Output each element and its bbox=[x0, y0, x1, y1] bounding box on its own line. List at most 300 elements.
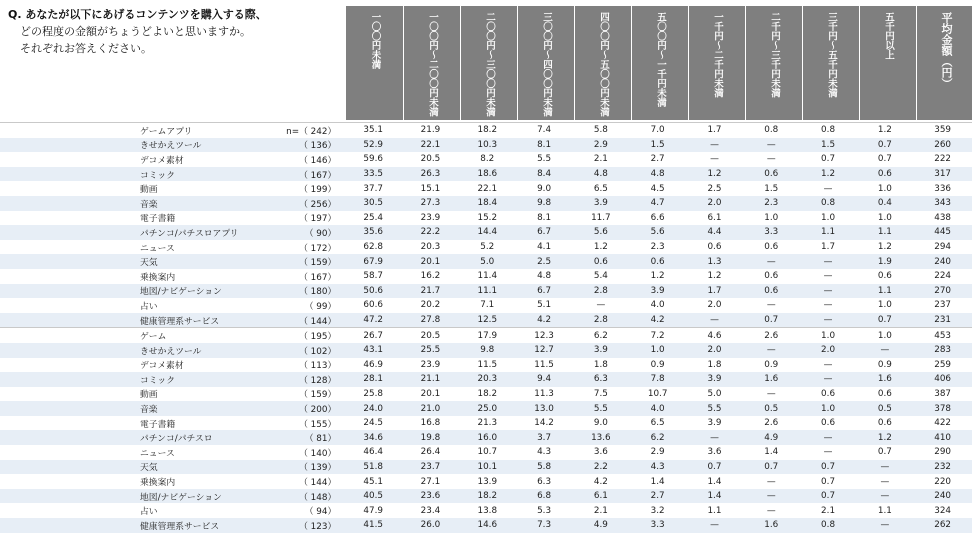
row-label: ニュース bbox=[140, 448, 175, 459]
column-header-label: 三千円〜五千円未満 bbox=[826, 12, 837, 98]
table-cell: 27.3 bbox=[420, 198, 441, 209]
table-row bbox=[0, 358, 972, 373]
table-cell: 16.8 bbox=[420, 418, 441, 429]
column-header-label: 二〇〇円〜三〇〇円未満 bbox=[484, 12, 495, 117]
table-cell: 1.8 bbox=[593, 359, 608, 370]
table-cell: 20.2 bbox=[420, 300, 441, 311]
table-cell: 336 bbox=[934, 183, 952, 194]
table-cell: 10.7 bbox=[477, 447, 498, 458]
table-cell: 11.1 bbox=[477, 285, 498, 296]
table-cell: 1.4 bbox=[650, 476, 665, 487]
table-cell: 13.0 bbox=[534, 403, 554, 414]
table-cell: 2.7 bbox=[650, 154, 665, 165]
row-label: デコメ素材 bbox=[140, 155, 184, 166]
table-cell: 1.1 bbox=[707, 505, 722, 516]
table-cell: 410 bbox=[934, 432, 952, 443]
table-row bbox=[0, 240, 972, 255]
table-cell: 13.9 bbox=[477, 476, 498, 487]
table-cell: 5.1 bbox=[537, 300, 552, 311]
column-header bbox=[460, 6, 517, 120]
table-cell: 22.1 bbox=[477, 183, 498, 194]
table-cell: 5.4 bbox=[593, 271, 608, 282]
table-cell: 24.0 bbox=[363, 403, 383, 414]
table-cell: 1.7 bbox=[707, 125, 722, 136]
table-cell: 47.2 bbox=[363, 315, 383, 326]
table-cell: 6.3 bbox=[593, 374, 608, 385]
table-row bbox=[0, 269, 972, 284]
table-cell: — bbox=[766, 388, 776, 399]
column-header bbox=[916, 6, 972, 120]
table-cell: 7.8 bbox=[650, 374, 665, 385]
table-cell: 0.7 bbox=[821, 461, 836, 472]
table-cell: 0.6 bbox=[821, 388, 836, 399]
table-row bbox=[0, 196, 972, 211]
column-header bbox=[802, 6, 859, 120]
table-cell: 7.4 bbox=[537, 125, 552, 136]
sample-size: （ 123） bbox=[299, 521, 337, 532]
table-cell: 0.6 bbox=[593, 256, 608, 267]
table-cell: 1.7 bbox=[821, 242, 836, 253]
table-cell: 7.1 bbox=[480, 300, 495, 311]
table-cell: 11.7 bbox=[591, 212, 611, 223]
table-cell: 25.5 bbox=[420, 345, 441, 356]
table-cell: 4.8 bbox=[650, 169, 665, 180]
table-cell: 58.7 bbox=[363, 271, 383, 282]
table-cell: 0.7 bbox=[877, 139, 892, 150]
table-row bbox=[0, 445, 972, 460]
table-cell: 25.4 bbox=[363, 212, 383, 223]
table-cell: 4.8 bbox=[537, 271, 552, 282]
table-cell: 5.8 bbox=[537, 461, 552, 472]
table-cell: 445 bbox=[934, 227, 952, 238]
table-cell: 2.9 bbox=[650, 447, 665, 458]
table-cell: 6.1 bbox=[707, 212, 722, 223]
table-cell: — bbox=[766, 256, 776, 267]
table-cell: 12.3 bbox=[534, 330, 554, 341]
table-cell: 1.2 bbox=[707, 271, 722, 282]
table-cell: 46.9 bbox=[363, 359, 383, 370]
table-row bbox=[0, 313, 972, 328]
table-cell: 20.3 bbox=[477, 374, 498, 385]
table-cell: 40.5 bbox=[363, 491, 383, 502]
sample-size: （ 195） bbox=[299, 332, 337, 343]
table-cell: 2.1 bbox=[593, 505, 608, 516]
column-header-label: 一千円〜二千円未満 bbox=[712, 12, 723, 98]
question-line-3: それぞれお答えください。 bbox=[20, 42, 152, 55]
table-cell: 9.4 bbox=[537, 374, 552, 385]
sample-size: （ 155） bbox=[299, 419, 337, 430]
table-cell: 4.8 bbox=[593, 169, 608, 180]
table-cell: 2.1 bbox=[593, 154, 608, 165]
table-header bbox=[345, 6, 972, 120]
table-cell: 2.9 bbox=[593, 139, 608, 150]
sample-size: （ 128） bbox=[299, 375, 337, 386]
row-label: 電子書籍 bbox=[140, 214, 176, 225]
table-cell: — bbox=[766, 505, 776, 516]
row-label: 電子書籍 bbox=[140, 419, 176, 430]
column-header bbox=[745, 6, 802, 120]
table-cell: 21.7 bbox=[420, 285, 441, 296]
table-cell: 0.7 bbox=[821, 154, 836, 165]
table-cell: 26.3 bbox=[420, 169, 441, 180]
table-cell: 14.2 bbox=[534, 418, 554, 429]
column-header bbox=[631, 6, 688, 120]
table-cell: 0.9 bbox=[650, 359, 665, 370]
sample-size: （ 167） bbox=[299, 272, 337, 283]
table-cell: 21.1 bbox=[420, 374, 441, 385]
table-cell: 2.0 bbox=[707, 300, 722, 311]
sample-size: （ 148） bbox=[299, 492, 337, 503]
table-cell: 4.3 bbox=[650, 461, 665, 472]
table-cell: 1.2 bbox=[877, 125, 892, 136]
table-cell: 6.7 bbox=[537, 227, 552, 238]
table-cell: 8.1 bbox=[537, 139, 552, 150]
table-cell: 0.9 bbox=[764, 359, 779, 370]
table-cell: 2.6 bbox=[764, 330, 779, 341]
table-cell: 20.5 bbox=[420, 154, 441, 165]
row-label: デコメ素材 bbox=[140, 361, 184, 372]
table-cell: 60.6 bbox=[363, 300, 383, 311]
table-row bbox=[0, 123, 972, 138]
table-cell: 26.0 bbox=[420, 520, 441, 531]
table-row bbox=[0, 138, 972, 153]
table-row bbox=[0, 372, 972, 387]
table-cell: 1.2 bbox=[593, 242, 608, 253]
row-label: 動画 bbox=[140, 185, 158, 196]
sample-size: （ 200） bbox=[299, 405, 337, 416]
table-cell: 0.8 bbox=[821, 125, 836, 136]
row-label: ニュース bbox=[140, 243, 175, 254]
table-cell: 3.9 bbox=[593, 198, 608, 209]
table-cell: 4.2 bbox=[537, 315, 552, 326]
table-row bbox=[0, 518, 972, 533]
table-row bbox=[0, 387, 972, 402]
table-row bbox=[0, 211, 972, 226]
table-cell: 5.6 bbox=[593, 227, 608, 238]
table-cell: — bbox=[710, 139, 719, 150]
sample-size: （ 146） bbox=[299, 155, 337, 166]
row-label: 占い bbox=[140, 301, 158, 312]
table-cell: 10.7 bbox=[647, 388, 668, 399]
table-cell: 27.8 bbox=[420, 315, 441, 326]
table-cell: 21.3 bbox=[477, 418, 498, 429]
row-label: きせかえツール bbox=[140, 141, 202, 152]
table-cell: 1.5 bbox=[764, 183, 779, 194]
table-group bbox=[0, 327, 972, 532]
table-cell: 2.8 bbox=[593, 285, 608, 296]
table-cell: 0.5 bbox=[877, 403, 892, 414]
sample-size: （ 159） bbox=[299, 258, 337, 269]
table-cell: 2.0 bbox=[707, 198, 722, 209]
table-row bbox=[0, 328, 972, 343]
sample-size: （ 99） bbox=[304, 301, 337, 312]
table-cell: 3.9 bbox=[707, 374, 722, 385]
table-cell: — bbox=[710, 315, 719, 326]
row-label: コミック bbox=[140, 375, 176, 386]
table-cell: 1.2 bbox=[707, 169, 722, 180]
table-cell: 4.6 bbox=[707, 330, 722, 341]
table-cell: 8.4 bbox=[537, 169, 552, 180]
table-cell: 1.2 bbox=[650, 271, 665, 282]
table-cell: 1.8 bbox=[707, 359, 722, 370]
table-cell: 0.6 bbox=[764, 285, 779, 296]
table-cell: 343 bbox=[934, 198, 952, 209]
table-cell: 3.9 bbox=[707, 418, 722, 429]
table-cell: 262 bbox=[934, 520, 952, 531]
table-cell: 3.6 bbox=[593, 447, 608, 458]
table-cell: 5.2 bbox=[480, 242, 495, 253]
table-cell: 20.1 bbox=[420, 256, 441, 267]
table-cell: 290 bbox=[934, 447, 952, 458]
table-cell: 5.5 bbox=[707, 403, 722, 414]
table-cell: 0.7 bbox=[707, 461, 722, 472]
row-label: 動画 bbox=[140, 390, 158, 401]
table-cell: 22.2 bbox=[420, 227, 441, 238]
table-cell: 0.6 bbox=[877, 418, 892, 429]
table-cell: 1.4 bbox=[707, 476, 722, 487]
sample-size: （ 140） bbox=[299, 448, 337, 459]
table-cell: — bbox=[823, 432, 833, 443]
column-header-label: 一〇〇円未満 bbox=[369, 12, 381, 69]
table-cell: 1.0 bbox=[877, 212, 892, 223]
row-label: 乗換案内 bbox=[140, 272, 176, 283]
table-cell: 1.5 bbox=[821, 139, 836, 150]
price-table bbox=[0, 122, 972, 533]
table-cell: 18.6 bbox=[477, 169, 498, 180]
sample-size: （ 159） bbox=[299, 390, 337, 401]
table-cell: 18.2 bbox=[477, 491, 498, 502]
table-cell: 5.8 bbox=[593, 125, 608, 136]
sample-size: （ 256） bbox=[299, 199, 337, 210]
table-cell: 270 bbox=[934, 285, 952, 296]
table-cell: 0.6 bbox=[764, 169, 779, 180]
table-cell: — bbox=[880, 345, 890, 356]
table-cell: 18.2 bbox=[477, 125, 498, 136]
table-cell: 2.2 bbox=[593, 461, 608, 472]
table-cell: 0.7 bbox=[821, 476, 836, 487]
table-cell: 4.9 bbox=[764, 432, 779, 443]
table-group bbox=[0, 122, 972, 327]
table-cell: 240 bbox=[934, 256, 952, 267]
table-cell: — bbox=[880, 491, 890, 502]
table-cell: 2.7 bbox=[650, 491, 665, 502]
table-cell: 4.5 bbox=[650, 183, 665, 194]
table-cell: 4.0 bbox=[650, 300, 665, 311]
sample-size: （ 102） bbox=[299, 346, 337, 357]
table-cell: 22.1 bbox=[420, 139, 441, 150]
table-cell: 51.8 bbox=[363, 461, 383, 472]
table-cell: 1.2 bbox=[821, 169, 836, 180]
table-cell: 13.8 bbox=[477, 505, 498, 516]
table-cell: 1.1 bbox=[877, 285, 892, 296]
table-cell: 317 bbox=[934, 169, 952, 180]
table-cell: 232 bbox=[934, 461, 952, 472]
table-cell: 260 bbox=[934, 139, 952, 150]
table-cell: 4.0 bbox=[650, 403, 665, 414]
table-cell: 6.2 bbox=[650, 432, 665, 443]
table-cell: 0.8 bbox=[821, 520, 836, 531]
row-label: きせかえツール bbox=[140, 346, 202, 357]
table-cell: — bbox=[823, 374, 833, 385]
table-row bbox=[0, 489, 972, 504]
table-cell: 2.8 bbox=[593, 315, 608, 326]
table-cell: 15.2 bbox=[477, 212, 498, 223]
row-label: 占い bbox=[140, 507, 158, 518]
table-cell: 9.8 bbox=[537, 198, 552, 209]
table-cell: 37.7 bbox=[363, 183, 383, 194]
table-cell: 8.2 bbox=[480, 154, 495, 165]
table-cell: 3.9 bbox=[650, 285, 665, 296]
table-cell: 6.5 bbox=[593, 183, 608, 194]
table-cell: 4.3 bbox=[537, 447, 552, 458]
table-cell: 0.4 bbox=[877, 198, 892, 209]
row-label: パチンコ/パチスロ bbox=[140, 434, 213, 445]
table-cell: 28.1 bbox=[363, 374, 383, 385]
table-cell: 220 bbox=[934, 476, 952, 487]
row-label: コミック bbox=[140, 170, 176, 181]
sample-size: （ 144） bbox=[299, 478, 337, 489]
column-header-label: 五〇〇円〜一千円未満 bbox=[655, 12, 666, 107]
table-cell: 50.6 bbox=[363, 285, 383, 296]
table-cell: 18.4 bbox=[477, 198, 498, 209]
table-cell: 1.3 bbox=[707, 256, 722, 267]
table-cell: 2.3 bbox=[764, 198, 779, 209]
table-cell: — bbox=[766, 476, 776, 487]
table-cell: 1.6 bbox=[764, 374, 779, 385]
table-cell: — bbox=[766, 139, 776, 150]
table-cell: 387 bbox=[934, 388, 952, 399]
table-cell: 2.0 bbox=[707, 345, 722, 356]
table-cell: 1.0 bbox=[821, 212, 836, 223]
table-cell: 4.1 bbox=[537, 242, 552, 253]
table-cell: 0.7 bbox=[821, 491, 836, 502]
table-cell: 25.8 bbox=[363, 388, 383, 399]
sample-size: （ 113） bbox=[299, 361, 337, 372]
table-cell: 30.5 bbox=[363, 198, 383, 209]
table-cell: 1.0 bbox=[821, 330, 836, 341]
table-cell: 9.0 bbox=[537, 183, 552, 194]
table-cell: 6.2 bbox=[593, 330, 608, 341]
table-cell: 422 bbox=[934, 418, 952, 429]
table-cell: 1.6 bbox=[877, 374, 892, 385]
table-cell: 6.3 bbox=[537, 476, 552, 487]
table-cell: 11.4 bbox=[477, 271, 498, 282]
table-cell: 14.6 bbox=[477, 520, 498, 531]
table-row bbox=[0, 254, 972, 269]
table-cell: — bbox=[710, 432, 719, 443]
table-cell: 62.8 bbox=[363, 242, 383, 253]
table-cell: — bbox=[710, 154, 719, 165]
table-cell: 16.0 bbox=[477, 432, 498, 443]
table-cell: 1.9 bbox=[877, 256, 892, 267]
sample-size: （ 90） bbox=[304, 228, 337, 239]
table-row bbox=[0, 343, 972, 358]
table-cell: 11.3 bbox=[534, 388, 554, 399]
table-cell: 453 bbox=[934, 330, 952, 341]
column-header-label: 二千円〜三千円未満 bbox=[769, 12, 780, 98]
sample-size: （ 139） bbox=[299, 463, 337, 474]
table-cell: 0.6 bbox=[707, 242, 722, 253]
table-cell: 1.7 bbox=[707, 285, 722, 296]
table-cell: — bbox=[823, 359, 833, 370]
table-cell: 3.3 bbox=[650, 520, 665, 531]
table-cell: — bbox=[880, 520, 890, 531]
table-cell: 21.0 bbox=[420, 403, 441, 414]
table-cell: — bbox=[823, 315, 833, 326]
table-cell: 237 bbox=[934, 300, 952, 311]
table-cell: 0.6 bbox=[877, 388, 892, 399]
table-cell: 5.3 bbox=[537, 505, 552, 516]
table-cell: 1.6 bbox=[764, 520, 779, 531]
table-cell: 406 bbox=[934, 374, 952, 385]
sample-size: n=（ 242） bbox=[286, 126, 337, 137]
row-label: 音楽 bbox=[140, 405, 158, 416]
table-cell: 231 bbox=[934, 315, 952, 326]
table-cell: 25.0 bbox=[477, 403, 498, 414]
row-label: 地図/ナビゲーション bbox=[140, 287, 222, 298]
table-cell: 9.0 bbox=[593, 418, 608, 429]
table-cell: 47.9 bbox=[363, 505, 383, 516]
column-header-label: 三〇〇円〜四〇〇円未満 bbox=[541, 12, 552, 117]
table-cell: 4.4 bbox=[707, 227, 722, 238]
table-cell: 67.9 bbox=[363, 256, 383, 267]
table-cell: 7.0 bbox=[650, 125, 665, 136]
table-cell: 8.1 bbox=[537, 212, 552, 223]
table-cell: 43.1 bbox=[363, 345, 383, 356]
table-cell: 4.9 bbox=[593, 520, 608, 531]
table-cell: 7.3 bbox=[537, 520, 552, 531]
table-cell: 359 bbox=[934, 125, 952, 136]
table-cell: — bbox=[823, 300, 833, 311]
table-cell: — bbox=[823, 271, 833, 282]
table-cell: — bbox=[766, 154, 776, 165]
row-label: 天気 bbox=[140, 463, 158, 474]
table-cell: 10.3 bbox=[477, 139, 498, 150]
table-cell: 27.1 bbox=[420, 476, 441, 487]
table-cell: 59.6 bbox=[363, 154, 383, 165]
table-cell: 6.5 bbox=[650, 418, 665, 429]
table-cell: 1.1 bbox=[821, 227, 836, 238]
row-label: パチンコ/パチスロアプリ bbox=[140, 228, 239, 239]
table-cell: 1.5 bbox=[650, 139, 665, 150]
table-row bbox=[0, 416, 972, 431]
table-cell: 1.0 bbox=[821, 403, 836, 414]
table-cell: 2.5 bbox=[707, 183, 722, 194]
table-cell: 2.6 bbox=[764, 418, 779, 429]
row-label: 天気 bbox=[140, 258, 158, 269]
table-row bbox=[0, 503, 972, 518]
table-cell: 6.8 bbox=[537, 491, 552, 502]
table-cell: 3.9 bbox=[593, 345, 608, 356]
column-header-label: 五千円以上 bbox=[883, 12, 894, 60]
sample-size: （ 167） bbox=[299, 170, 337, 181]
table-cell: 0.8 bbox=[821, 198, 836, 209]
table-cell: 5.0 bbox=[707, 388, 722, 399]
table-cell: 35.6 bbox=[363, 227, 383, 238]
table-cell: 5.5 bbox=[593, 403, 608, 414]
table-cell: — bbox=[766, 491, 776, 502]
table-cell: 46.4 bbox=[363, 447, 383, 458]
table-cell: 24.5 bbox=[363, 418, 383, 429]
table-cell: — bbox=[766, 345, 776, 356]
table-row bbox=[0, 167, 972, 182]
table-cell: 9.8 bbox=[480, 345, 495, 356]
column-header bbox=[403, 6, 460, 120]
table-cell: 4.2 bbox=[650, 315, 665, 326]
table-cell: 15.1 bbox=[420, 183, 441, 194]
table-cell: 0.7 bbox=[764, 461, 779, 472]
sample-size: （ 94） bbox=[304, 507, 337, 518]
